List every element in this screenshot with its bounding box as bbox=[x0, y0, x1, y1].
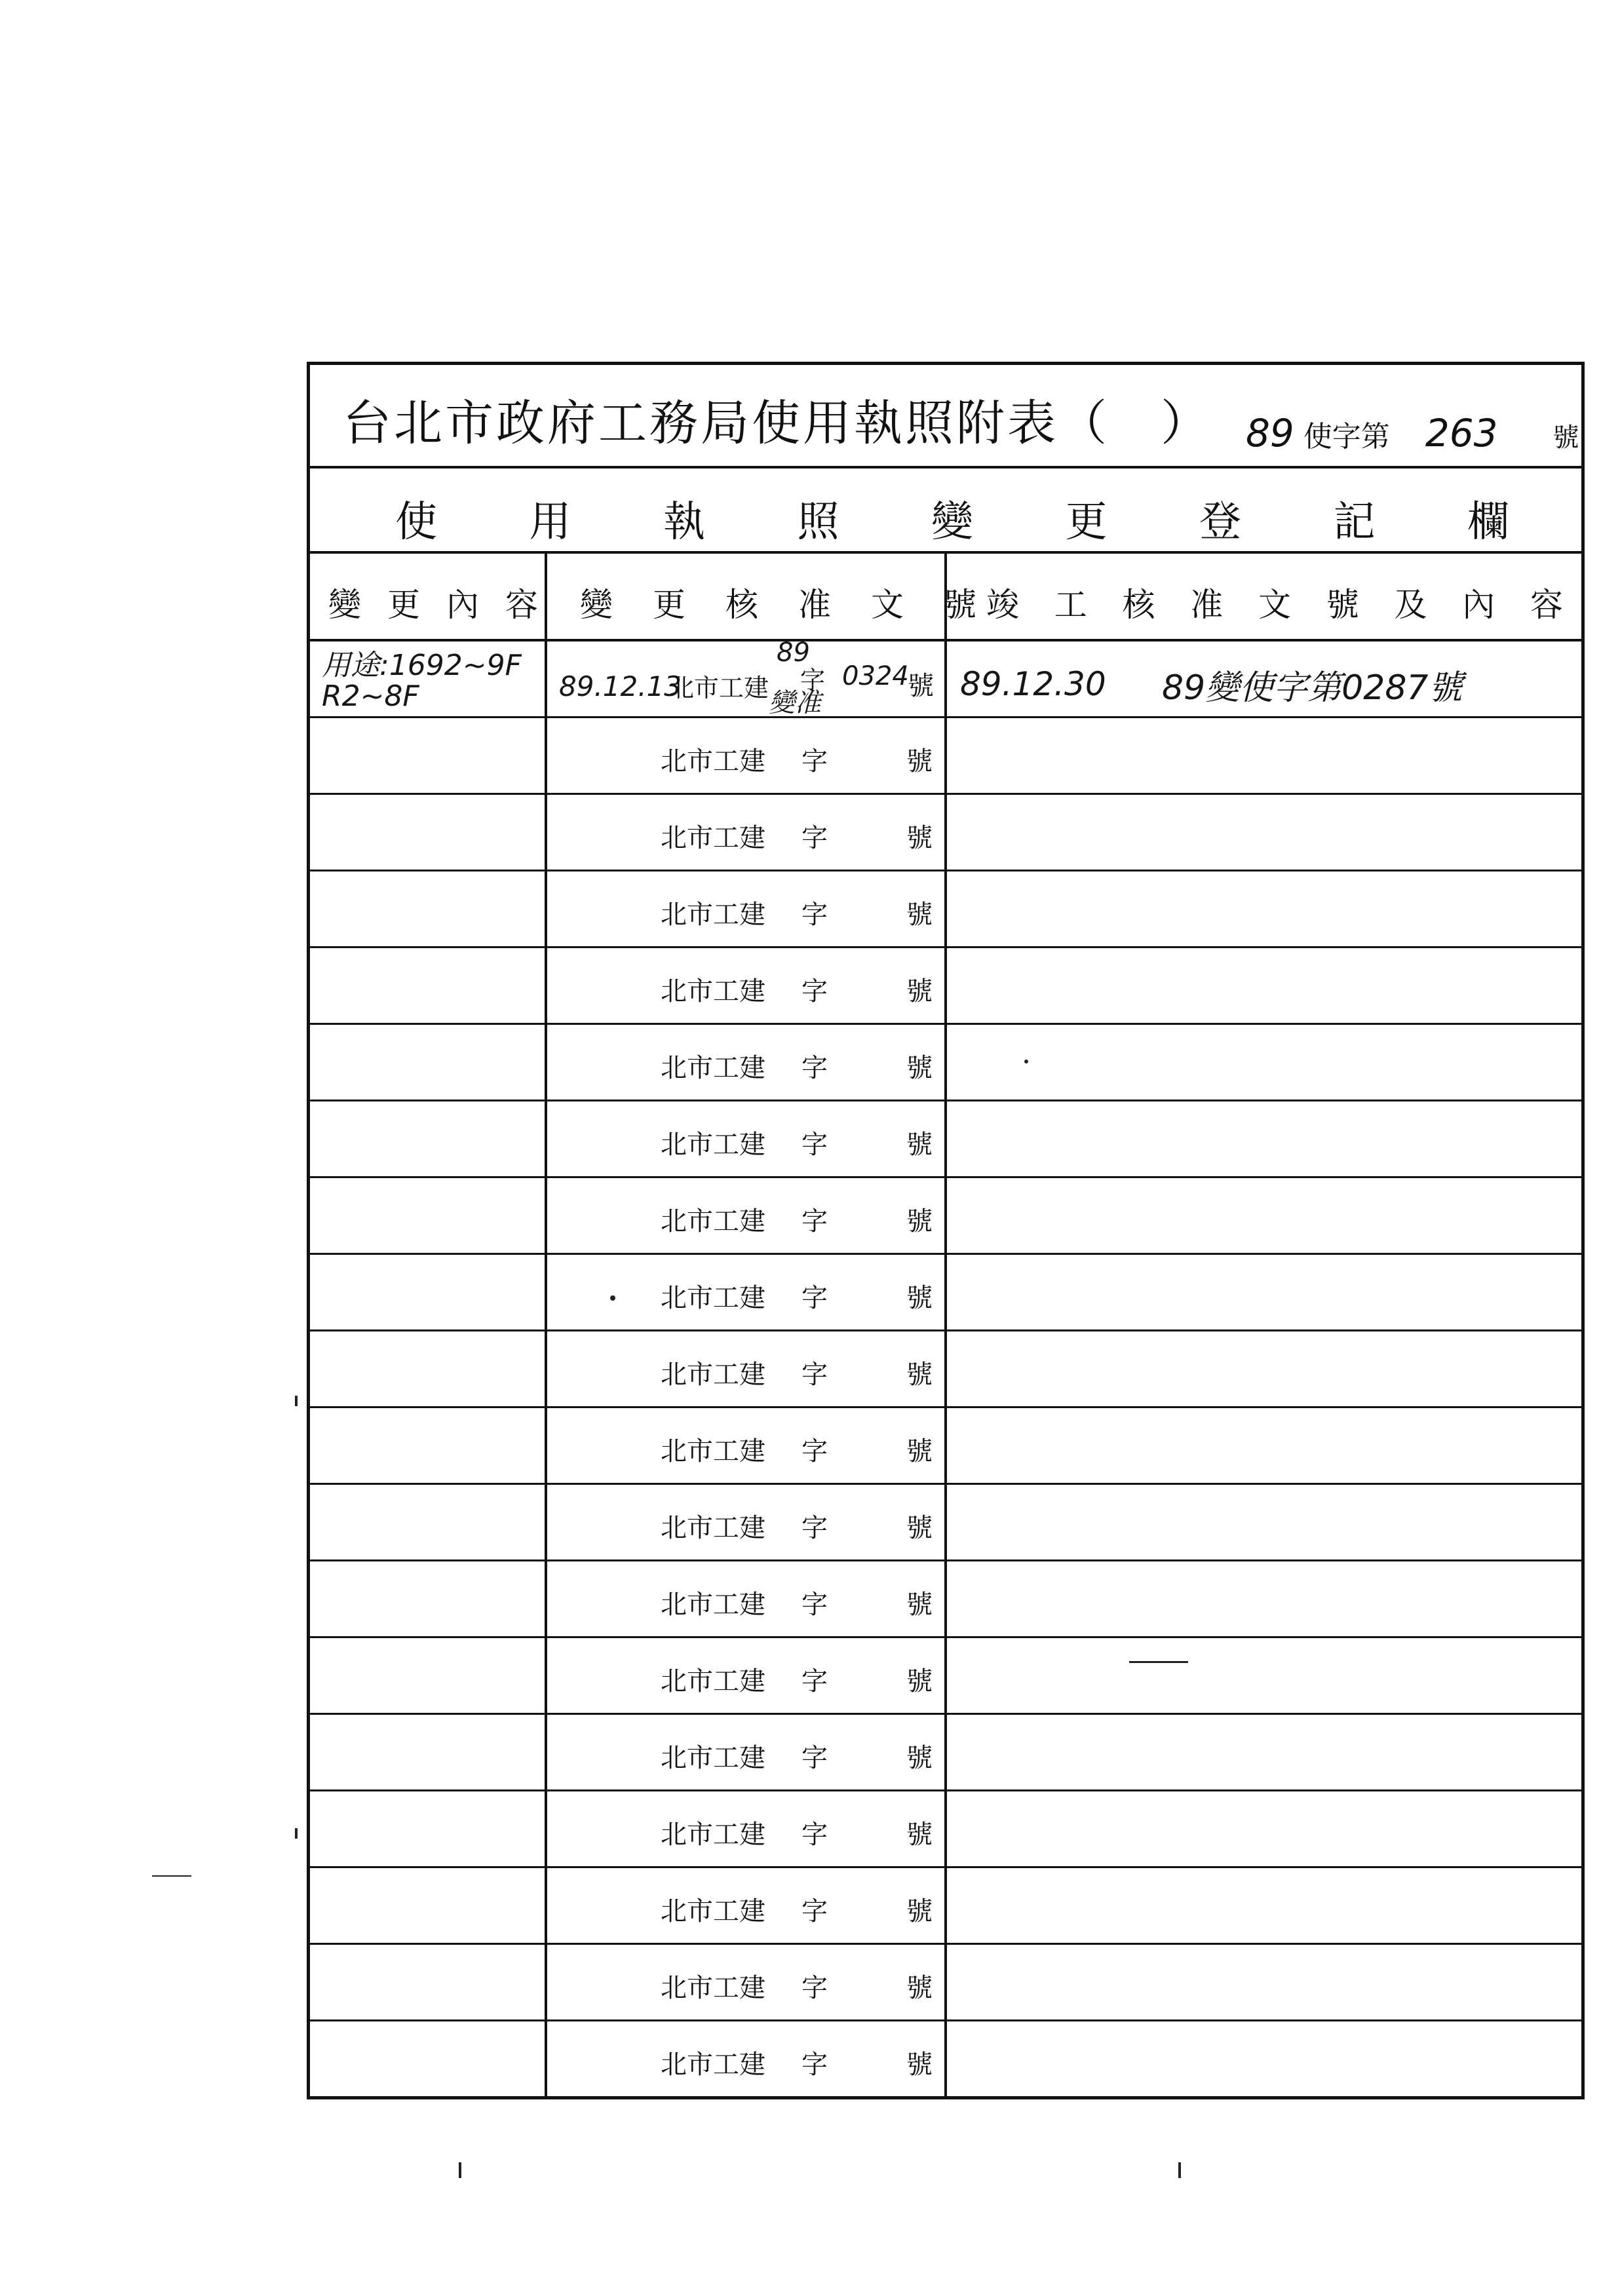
row-char: 字 bbox=[801, 1206, 828, 1236]
row-no: 號 bbox=[906, 976, 933, 1006]
row-prefix: 北市工建 bbox=[661, 1053, 765, 1083]
speck bbox=[1129, 1661, 1188, 1663]
row-no: 號 bbox=[906, 1053, 933, 1083]
table-row-first bbox=[310, 638, 1581, 718]
usage-permit-form bbox=[307, 362, 1585, 2099]
header-char: 記 bbox=[1333, 498, 1376, 546]
header-char: 執 bbox=[663, 498, 705, 546]
row-prefix: 北市工建 bbox=[661, 1820, 765, 1850]
header-char: 容 bbox=[505, 586, 538, 624]
row-prefix: 北市工建 bbox=[661, 1360, 765, 1390]
row-no: 號 bbox=[906, 1820, 933, 1850]
header-char: 照 bbox=[797, 498, 839, 546]
row-char: 字 bbox=[801, 1820, 828, 1850]
speck bbox=[1178, 2162, 1181, 2178]
approval-prefix: 北市工建 bbox=[669, 674, 769, 702]
row-no: 號 bbox=[906, 746, 933, 776]
row-no: 號 bbox=[906, 1360, 933, 1390]
row-prefix: 北市工建 bbox=[661, 900, 765, 930]
row-char: 字 bbox=[801, 1360, 828, 1390]
row-no: 號 bbox=[906, 2050, 933, 2080]
column-header-approval-no bbox=[580, 579, 976, 626]
table-row bbox=[310, 1945, 1581, 2021]
row-prefix: 北市工建 bbox=[661, 1666, 765, 1696]
table-row bbox=[310, 2021, 1581, 2098]
table-row bbox=[310, 1408, 1581, 1485]
speck bbox=[295, 1396, 298, 1406]
table-row bbox=[310, 1715, 1581, 1791]
row-no: 號 bbox=[906, 1973, 933, 2003]
row-char: 字 bbox=[801, 1513, 828, 1543]
header-char: 核 bbox=[725, 586, 758, 624]
change-content-line1: 用途:1692~9F bbox=[322, 649, 522, 682]
header-char: 使 bbox=[395, 498, 437, 546]
header-char: 更 bbox=[653, 586, 685, 624]
header-char: 更 bbox=[1065, 498, 1108, 546]
section-header bbox=[310, 488, 1581, 548]
row-prefix: 北市工建 bbox=[661, 1973, 765, 2003]
table-row bbox=[310, 1561, 1581, 1638]
table-row bbox=[310, 1638, 1581, 1715]
form-title: 台北市政府工務局使用執照附表（ ） bbox=[343, 395, 1212, 451]
row-no: 號 bbox=[906, 1130, 933, 1160]
header-char: 用 bbox=[529, 498, 571, 546]
row-no: 號 bbox=[906, 823, 933, 853]
table-row bbox=[310, 1331, 1581, 1408]
section-header-row bbox=[310, 469, 1581, 554]
row-prefix: 北市工建 bbox=[661, 1130, 765, 1160]
row-no: 號 bbox=[906, 1743, 933, 1773]
row-prefix: 北市工建 bbox=[661, 1206, 765, 1236]
permit-number: 263 bbox=[1425, 411, 1498, 455]
table-row bbox=[310, 1485, 1581, 1561]
header-char: 登 bbox=[1199, 498, 1241, 546]
header-char: 准 bbox=[1190, 586, 1224, 624]
header-char: 號 bbox=[1326, 586, 1359, 624]
header-char: 核 bbox=[1122, 586, 1155, 624]
header-char: 變 bbox=[580, 586, 613, 624]
row-no: 號 bbox=[906, 900, 933, 930]
row-prefix: 北市工建 bbox=[661, 1743, 765, 1773]
permit-label: 使字第 bbox=[1303, 420, 1390, 453]
header-char: 文 bbox=[1258, 586, 1291, 624]
row-char: 字 bbox=[801, 1973, 828, 2003]
column-header-completion bbox=[986, 579, 1563, 626]
table-row bbox=[310, 1101, 1581, 1178]
row-char: 字 bbox=[801, 1590, 828, 1620]
row-no: 號 bbox=[906, 1436, 933, 1466]
header-char: 內 bbox=[446, 586, 479, 624]
speck bbox=[295, 1828, 298, 1839]
row-char: 字 bbox=[801, 1130, 828, 1160]
header-char: 變 bbox=[328, 586, 361, 624]
permit-number-field bbox=[1246, 411, 1579, 455]
row-char: 字 bbox=[801, 823, 828, 853]
permit-suffix: 號 bbox=[1552, 423, 1579, 453]
permit-year: 89 bbox=[1246, 411, 1294, 455]
row-prefix: 北市工建 bbox=[661, 2050, 765, 2080]
row-prefix: 北市工建 bbox=[661, 976, 765, 1006]
row-char: 字 bbox=[801, 1283, 828, 1313]
row-prefix: 北市工建 bbox=[661, 746, 765, 776]
header-char: 工 bbox=[1054, 586, 1087, 624]
table-row bbox=[310, 1791, 1581, 1868]
header-char: 內 bbox=[1462, 586, 1495, 624]
header-char: 欄 bbox=[1467, 498, 1509, 546]
row-char: 字 bbox=[801, 1436, 828, 1466]
row-char: 字 bbox=[801, 2050, 828, 2080]
approval-no-mark: 號 bbox=[908, 671, 934, 701]
header-char: 號 bbox=[944, 586, 976, 624]
approval-char: 字 bbox=[800, 666, 826, 695]
row-no: 號 bbox=[906, 1283, 933, 1313]
change-content-line2: R2~8F bbox=[322, 679, 419, 713]
row-prefix: 北市工建 bbox=[661, 1436, 765, 1466]
approval-date: 89.12.13 bbox=[559, 670, 682, 702]
row-prefix: 北市工建 bbox=[661, 1590, 765, 1620]
header-char: 准 bbox=[798, 586, 831, 624]
completion-date: 89.12.30 bbox=[960, 665, 1106, 703]
speck bbox=[152, 1875, 191, 1877]
table-row bbox=[310, 718, 1581, 795]
header-char: 及 bbox=[1394, 586, 1427, 624]
completion-text: 89變使字第0287號 bbox=[1162, 668, 1463, 708]
row-prefix: 北市工建 bbox=[661, 1896, 765, 1926]
row-prefix: 北市工建 bbox=[661, 1513, 765, 1543]
registration-rows bbox=[310, 638, 1581, 2096]
header-char: 容 bbox=[1530, 586, 1563, 624]
row-char: 字 bbox=[801, 1666, 828, 1696]
row-char: 字 bbox=[801, 976, 828, 1006]
speck bbox=[610, 1295, 615, 1301]
row-no: 號 bbox=[906, 1590, 933, 1620]
row-no: 號 bbox=[906, 1513, 933, 1543]
row-prefix: 北市工建 bbox=[661, 823, 765, 853]
speck bbox=[1024, 1060, 1028, 1063]
row-char: 字 bbox=[801, 1896, 828, 1926]
table-row bbox=[310, 871, 1581, 948]
row-no: 號 bbox=[906, 1666, 933, 1696]
table-row bbox=[310, 1868, 1581, 1945]
table-row bbox=[310, 948, 1581, 1025]
row-no: 號 bbox=[906, 1206, 933, 1236]
title-row bbox=[310, 365, 1581, 469]
row-char: 字 bbox=[801, 1743, 828, 1773]
row-char: 字 bbox=[801, 900, 828, 930]
header-char: 文 bbox=[871, 586, 904, 624]
header-char: 變 bbox=[931, 498, 973, 546]
speck bbox=[459, 2162, 461, 2178]
approval-year: 89 bbox=[777, 638, 810, 668]
row-prefix: 北市工建 bbox=[661, 1283, 765, 1313]
row-char: 字 bbox=[801, 1053, 828, 1083]
row-no: 號 bbox=[906, 1896, 933, 1926]
header-char: 竣 bbox=[986, 586, 1019, 624]
column-header-change-content bbox=[328, 579, 538, 626]
table-row bbox=[310, 1255, 1581, 1331]
approval-mark: 變准 bbox=[769, 688, 821, 718]
row-char: 字 bbox=[801, 746, 828, 776]
table-row bbox=[310, 1025, 1581, 1101]
approval-number: 0324 bbox=[842, 661, 909, 691]
header-char: 更 bbox=[387, 586, 420, 624]
table-row bbox=[310, 1178, 1581, 1255]
table-row bbox=[310, 795, 1581, 871]
